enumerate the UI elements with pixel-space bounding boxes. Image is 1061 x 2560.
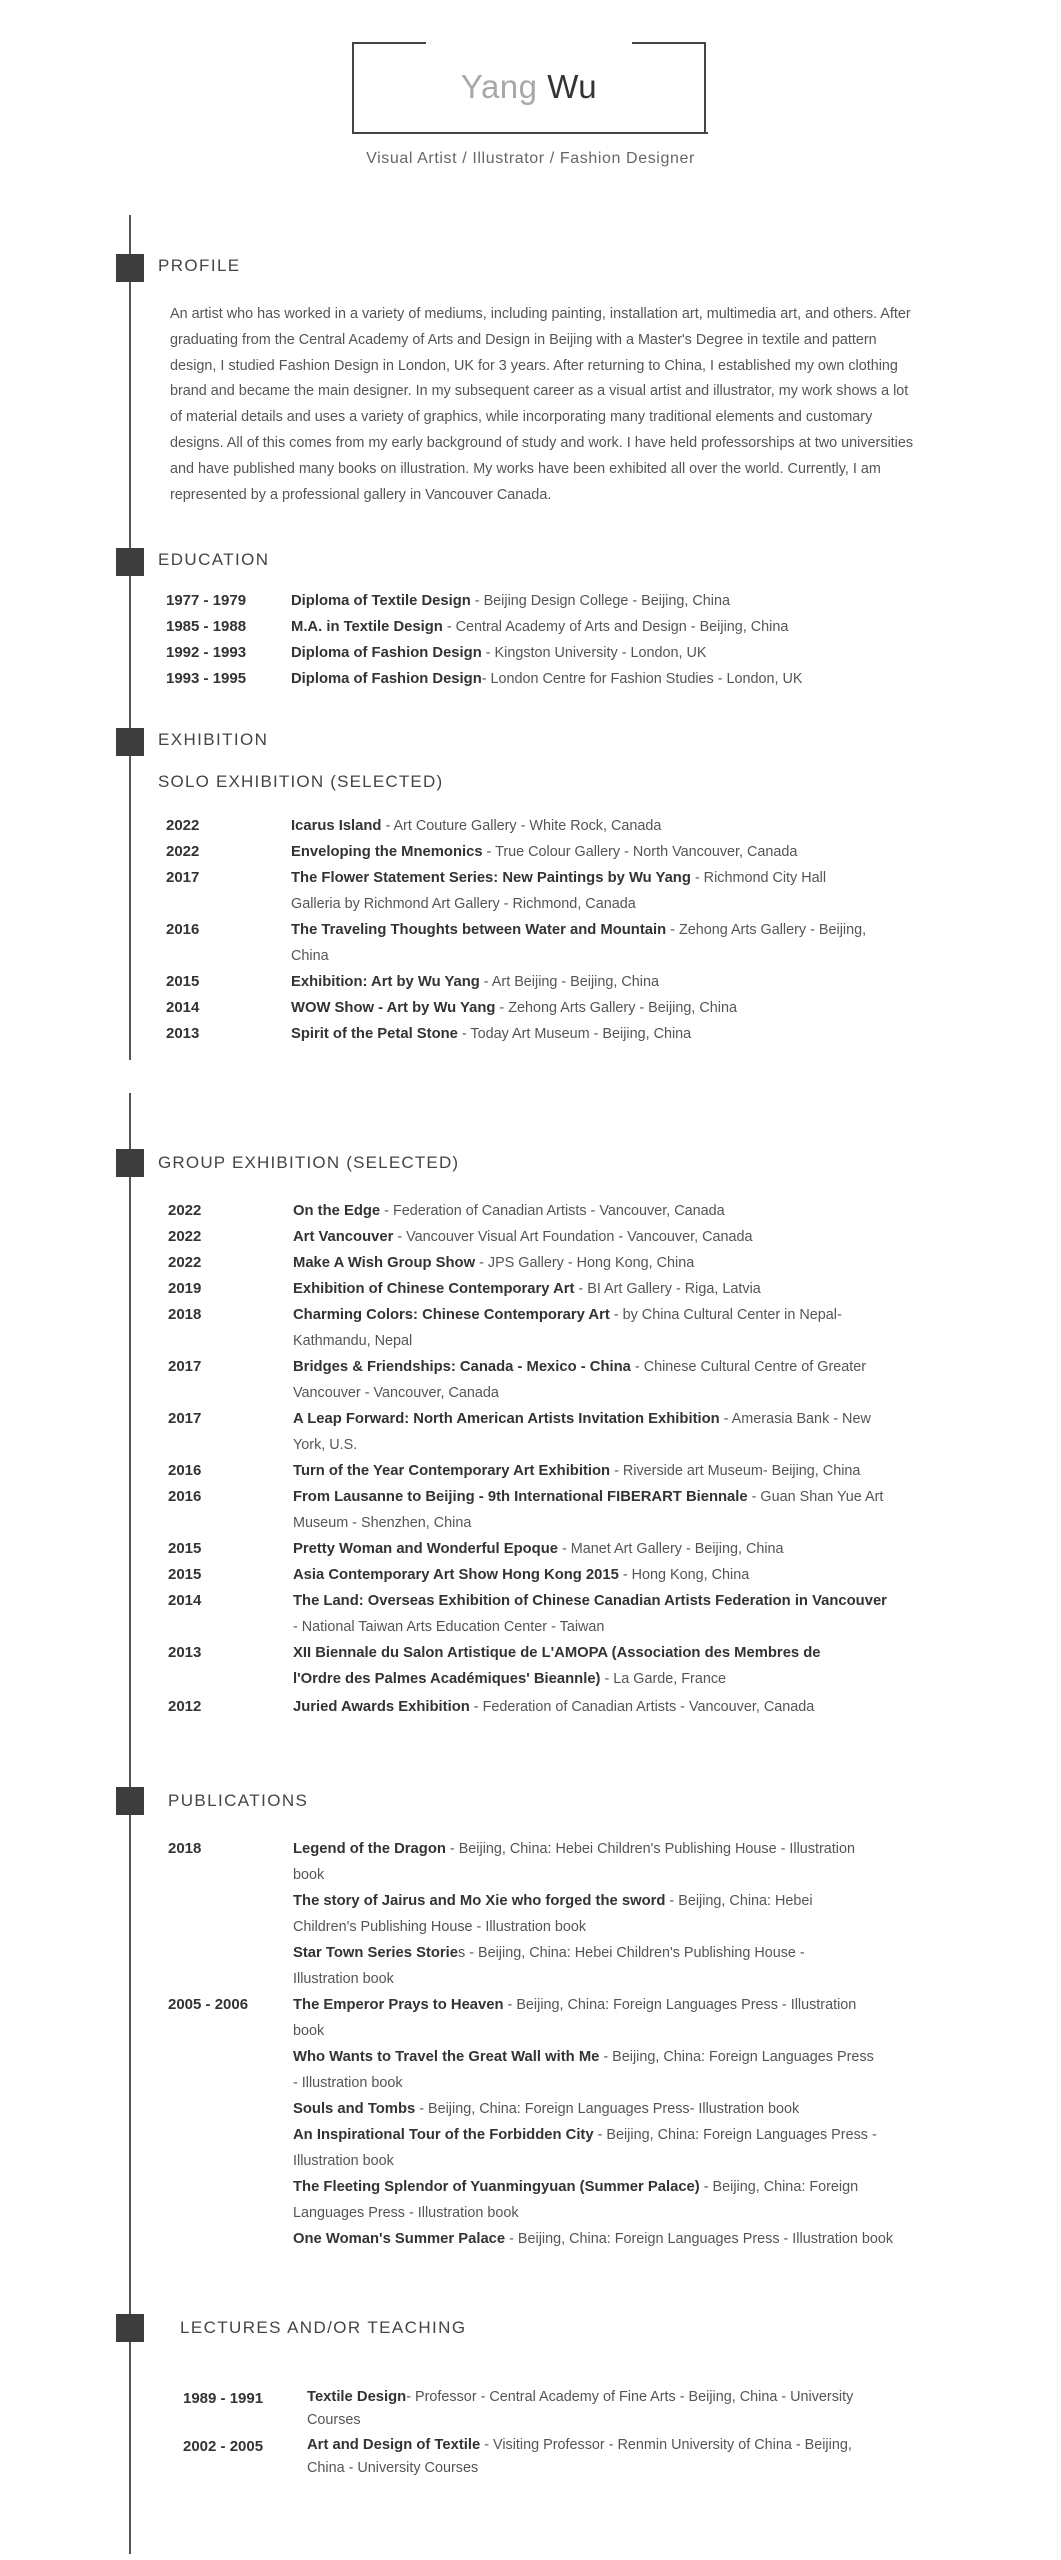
list-item-title: Spirit of the Petal Stone <box>291 1026 458 1042</box>
list-item <box>166 969 659 995</box>
list-item-title: Asia Contemporary Art Show Hong Kong 2015 <box>293 1567 619 1583</box>
list-item-detail-cont: York, U.S. <box>293 1437 358 1453</box>
list-item-detail-cont: Courses <box>307 2412 361 2428</box>
list-item-detail-cont: Children's Publishing House - Illustration book <box>293 1919 587 1935</box>
list-item-year: 2022 <box>168 1228 202 1245</box>
list-item-detail: - Guan Shan Yue Art <box>747 1489 884 1505</box>
profile-marker <box>116 254 144 282</box>
list-item-detail: - Manet Art Gallery - Beijing, China <box>558 1541 784 1557</box>
list-item-detail-cont: China - University Courses <box>307 2460 479 2476</box>
list-item-title: Exhibition: Art by Wu Yang <box>291 974 480 990</box>
list-item-year: 2015 <box>168 1566 202 1583</box>
list-item-detail: - Zehong Arts Gallery - Beijing, China <box>495 1000 737 1016</box>
education-title: Diploma of Fashion Design <box>291 671 482 687</box>
list-item <box>168 1302 842 1354</box>
education-item <box>166 640 707 666</box>
list-item-detail: - Today Art Museum - Beijing, China <box>457 1026 692 1042</box>
list-item-year: 2018 <box>168 1306 202 1323</box>
list-item-title: On the Edge <box>293 1203 381 1219</box>
list-item-year: 2002 - 2005 <box>183 2438 264 2455</box>
list-item-detail: - Beijing, China: Hebei <box>665 1893 813 1909</box>
list-item <box>168 1588 887 1640</box>
list-item-title: An Inspirational Tour of the Forbidden City <box>293 2127 594 2143</box>
list-item-title: The Flower Statement Series: New Paintings by Wu Yang <box>291 870 691 886</box>
list-item-detail-cont: Illustration book <box>293 1971 394 1987</box>
list-item <box>168 1536 784 1562</box>
list-item-year: 2019 <box>168 1280 202 1297</box>
list-item-title: Art and Design of Textile <box>307 2437 481 2453</box>
list-item <box>168 1484 883 1536</box>
list-item <box>168 1250 694 1276</box>
list-item-detail: - Federation of Canadian Artists - Vancouver, Canada <box>380 1203 725 1219</box>
list-item-year: 2015 <box>166 973 200 990</box>
education-years: 1977 - 1979 <box>166 592 247 609</box>
list-item-detail-cont: Kathmandu, Nepal <box>293 1333 413 1349</box>
list-item-title: The Traveling Thoughts between Water and Mountain <box>291 922 667 938</box>
list-item-detail: - by China Cultural Center in Nepal- <box>609 1307 842 1323</box>
list-item-detail-cont: Illustration book <box>293 2153 394 2169</box>
list-item-detail: - Vancouver Visual Art Foundation - Vancouver, Canada <box>393 1229 753 1245</box>
list-item-title: Enveloping the Mnemonics <box>291 844 483 860</box>
list-item-detail: - Riverside art Museum- Beijing, China <box>610 1463 861 1479</box>
lectures-marker <box>116 2314 144 2342</box>
list-item <box>168 1406 871 1458</box>
list-item-detail: - Professor - Central Academy of Fine Arts - Beijing, China - University <box>406 2389 854 2405</box>
list-item-title: Juried Awards Exhibition <box>293 1699 470 1715</box>
list-item-title-cont: l'Ordre des Palmes Académiques' Bieannle) <box>293 1671 601 1687</box>
list-item <box>293 2096 799 2122</box>
list-item-year: 2017 <box>168 1358 202 1375</box>
list-item-title: Make A Wish Group Show <box>293 1255 476 1271</box>
education-item <box>166 588 730 614</box>
list-item <box>166 995 737 1021</box>
list-item <box>168 1562 749 1588</box>
first-name: Yang <box>460 68 538 105</box>
list-item-detail: - Art Beijing - Beijing, China <box>479 974 659 990</box>
list-item-detail: - Beijing, China: Foreign Languages Press- Illustration book <box>415 2101 800 2117</box>
list-item <box>168 1276 761 1302</box>
education-detail: - Beijing Design College - Beijing, China <box>470 593 730 609</box>
exhibition-heading: EXHIBITION <box>158 730 269 749</box>
education-item <box>166 614 788 640</box>
list-item <box>168 1458 860 1484</box>
list-item-detail-cont: - Illustration book <box>293 2075 403 2091</box>
timeline-line-1 <box>129 215 131 1060</box>
list-item-detail-cont: - La Garde, France <box>600 1671 727 1687</box>
list-item-detail: - Beijing, China: Hebei Children's Publishing House - Illustration <box>445 1841 855 1857</box>
list-item-year: 1989 - 1991 <box>183 2390 264 2407</box>
list-item-title: From Lausanne to Beijing - 9th International FIBERART Biennale <box>293 1489 748 1505</box>
list-item-detail: - Richmond City Hall <box>690 870 827 886</box>
list-item <box>293 2174 858 2226</box>
list-item-title: XII Biennale du Salon Artistique de L'AMOPA (Association des Membres de <box>293 1645 821 1661</box>
list-item-year: 2013 <box>166 1025 200 1042</box>
list-item <box>293 2044 874 2096</box>
list-item-year: 2017 <box>168 1410 202 1427</box>
list-item-detail: - Federation of Canadian Artists - Vancouver, Canada <box>469 1699 815 1715</box>
list-item-year: 2015 <box>168 1540 202 1557</box>
publications-year: 2018 <box>168 1840 202 1857</box>
list-item-year: 2022 <box>168 1254 202 1271</box>
list-item-detail-cont: Vancouver - Vancouver, Canada <box>293 1385 499 1401</box>
list-item-title: Bridges & Friendships: Canada - Mexico - China <box>293 1359 631 1375</box>
list-item-detail: - Visiting Professor - Renmin University of China - Beijing, <box>480 2437 852 2453</box>
list-item <box>166 917 866 969</box>
list-item-title: The story of Jairus and Mo Xie who forged the sword <box>293 1893 666 1909</box>
name-frame <box>352 42 706 134</box>
education-title: Diploma of Textile Design <box>291 593 471 609</box>
list-item-detail-cont: Museum - Shenzhen, China <box>293 1515 472 1531</box>
list-item-detail: - Beijing, China: Foreign Languages Press - Illustration <box>503 1997 857 2013</box>
list-item <box>293 2226 893 2252</box>
list-item-detail: - Beijing, China: Foreign <box>699 2179 859 2195</box>
profile-text: An artist who has worked in a variety of mediums, including painting, installation art, multimedia art, and others. After graduating from the Central Academy of Arts and Design in Beijing with a Master's Degree in textile and pattern design, I studied Fashion Design in London, UK for 3 years. After returning to China, I established my own clothing brand and became the main designer. In my subsequent career as a visual artist and illustrator, my work shows a lot of material details and uses a variety of graphics, while incorporating many traditional elements and customary designs. All of this comes from my early background of study and work. I have held professorships at two universities and have published many books on illustration. My works have been exhibited all over the world. Currently, I am represented by a professional gallery in Vancouver Canada. <box>170 306 914 503</box>
list-item-title: Exhibition of Chinese Contemporary Art <box>293 1281 575 1297</box>
list-item <box>166 839 797 865</box>
list-item-year: 2022 <box>168 1202 202 1219</box>
education-years: 1993 - 1995 <box>166 670 247 687</box>
list-item-year: 2022 <box>166 843 200 860</box>
list-item-detail-cont: - National Taiwan Arts Education Center - Taiwan <box>293 1619 605 1635</box>
list-item-title: Legend of the Dragon <box>293 1841 446 1857</box>
list-item <box>168 1224 753 1250</box>
list-item-title: Charming Colors: Chinese Contemporary Art <box>293 1307 610 1323</box>
list-item <box>166 813 661 839</box>
list-item-year: 2022 <box>166 817 200 834</box>
list-item-title: Icarus Island <box>291 818 382 834</box>
list-item-year: 2016 <box>168 1462 202 1479</box>
list-item-year: 2016 <box>168 1488 202 1505</box>
list-item-detail: - True Colour Gallery - North Vancouver, Canada <box>482 844 798 860</box>
education-years: 1992 - 1993 <box>166 644 247 661</box>
list-item-detail: - BI Art Gallery - Riga, Latvia <box>574 1281 761 1297</box>
list-item <box>166 865 826 917</box>
list-item-title: WOW Show - Art by Wu Yang <box>291 1000 496 1016</box>
list-item-year: 2012 <box>168 1698 202 1715</box>
education-heading: EDUCATION <box>158 550 270 569</box>
list-item <box>293 1888 813 1940</box>
list-item-year: 2014 <box>168 1592 202 1609</box>
list-item-detail-cont: book <box>293 2023 325 2039</box>
lectures-heading: LECTURES AND/OR TEACHING <box>180 2318 467 2337</box>
list-item <box>293 1836 855 1888</box>
list-item-detail: - Beijing, China: Foreign Languages Press - <box>593 2127 877 2143</box>
list-item-title: Turn of the Year Contemporary Art Exhibition <box>293 1463 611 1479</box>
list-item <box>168 1640 821 1692</box>
list-item <box>183 2386 853 2432</box>
list-item-detail-cont: China <box>291 948 329 964</box>
publications-heading: PUBLICATIONS <box>168 1791 309 1810</box>
list-item-title: The Emperor Prays to Heaven <box>293 1997 504 2013</box>
list-item-detail: - Beijing, China: Foreign Languages Press - Illustration book <box>505 2231 894 2247</box>
list-item-detail-cont: Languages Press - Illustration book <box>293 2205 519 2221</box>
education-years: 1985 - 1988 <box>166 618 247 635</box>
list-item-detail: - Amerasia Bank - New <box>719 1411 871 1427</box>
education-detail: - Central Academy of Arts and Design - Beijing, China <box>442 619 789 635</box>
list-item-detail: - Chinese Cultural Centre of Greater <box>630 1359 867 1375</box>
list-item-detail: - JPS Gallery - Hong Kong, China <box>475 1255 695 1271</box>
list-item-detail: s - Beijing, China: Hebei Children's Publishing House - <box>458 1945 805 1961</box>
list-item-title: A Leap Forward: North American Artists Invitation Exhibition <box>293 1411 720 1427</box>
list-item-title: Who Wants to Travel the Great Wall with Me <box>293 2049 600 2065</box>
list-item <box>293 1940 805 1992</box>
education-marker <box>116 548 144 576</box>
list-item <box>183 2434 852 2480</box>
group-exhibition-marker <box>116 1149 144 1177</box>
list-item-detail: - Beijing, China: Foreign Languages Press <box>599 2049 874 2065</box>
list-item-year: 2016 <box>166 921 200 938</box>
list-item-title: The Fleeting Splendor of Yuanmingyuan (Summer Palace) <box>293 2179 700 2195</box>
solo-exhibition-heading: SOLO EXHIBITION (SELECTED) <box>158 772 444 791</box>
list-item <box>168 1354 866 1406</box>
list-item <box>168 1198 725 1224</box>
exhibition-marker <box>116 728 144 756</box>
group-exhibition-heading: GROUP EXHIBITION (SELECTED) <box>158 1153 460 1172</box>
list-item <box>166 1021 691 1047</box>
list-item-detail: - Art Couture Gallery - White Rock, Canada <box>381 818 662 834</box>
publications-year: 2005 - 2006 <box>168 1996 249 2013</box>
list-item <box>293 1992 856 2044</box>
list-item <box>293 2122 877 2174</box>
last-name: Wu <box>547 68 598 105</box>
list-item-title: Star Town Series Storie <box>293 1945 459 1961</box>
list-item-title: Pretty Woman and Wonderful Epoque <box>293 1541 558 1557</box>
list-item <box>168 1694 814 1720</box>
education-detail: - Kingston University - London, UK <box>481 645 707 661</box>
education-title: Diploma of Fashion Design <box>291 645 482 661</box>
list-item-title: Textile Design <box>307 2389 407 2405</box>
list-item-title: One Woman's Summer Palace <box>293 2231 506 2247</box>
list-item-detail-cont: book <box>293 1867 325 1883</box>
list-item-detail-cont: Galleria by Richmond Art Gallery - Richmond, Canada <box>291 896 636 912</box>
education-title: M.A. in Textile Design <box>291 619 443 635</box>
page-title <box>354 68 704 106</box>
list-item-year: 2014 <box>166 999 200 1016</box>
list-item-title: Souls and Tombs <box>293 2101 416 2117</box>
education-detail: - London Centre for Fashion Studies - London, UK <box>481 671 803 687</box>
subtitle: Visual Artist / Illustrator / Fashion Designer <box>366 150 695 167</box>
list-item-detail: - Zehong Arts Gallery - Beijing, <box>666 922 867 938</box>
profile-heading: PROFILE <box>158 256 241 275</box>
education-item <box>166 666 803 692</box>
list-item-title: Art Vancouver <box>293 1229 394 1245</box>
list-item-year: 2017 <box>166 869 200 886</box>
list-item-title: The Land: Overseas Exhibition of Chinese Canadian Artists Federation in Vancouver <box>293 1593 887 1609</box>
list-item-detail: - Hong Kong, China <box>618 1567 750 1583</box>
list-item-year: 2013 <box>168 1644 202 1661</box>
publications-marker <box>116 1787 144 1815</box>
